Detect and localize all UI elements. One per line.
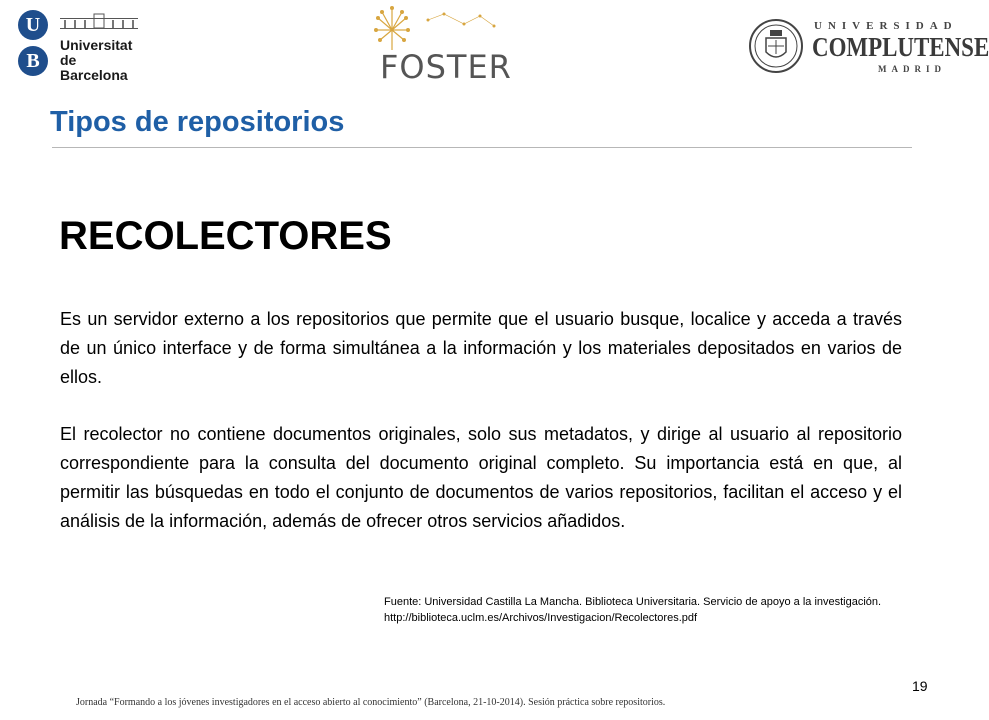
ucm-top-text: UNIVERSIDAD [814, 20, 958, 32]
ub-letter-b: B [18, 46, 48, 76]
paragraph-definition: Es un servidor externo a los repositorios que permite que el usuario busque, localice y acceda a través de un único interface y de forma simultánea a la información y los materiales depositados en varios de ellos. [60, 309, 902, 387]
universitat-barcelona-logo [18, 10, 138, 82]
source-citation: Fuente: Universidad Castilla La Mancha. Biblioteca Universitaria. Servicio de apoyo a la investigación. http://biblioteca.uclm.es/Archivos/Investigacion/Recolectores.pdf [384, 596, 882, 624]
page-number: 19 [912, 678, 928, 694]
title-divider [52, 147, 912, 148]
ub-circles [18, 10, 48, 82]
ucm-bottom-text: MADRID [878, 64, 946, 74]
section-title: Tipos de repositorios [50, 106, 345, 138]
foster-wordmark: FOSTER [380, 48, 512, 86]
ucm-main-text: COMPLUTENSE [812, 32, 989, 62]
paragraph-description: El recolector no contiene documentos originales, solo sus metadatos, y dirige al usuario al repositorio correspondiente para la consulta del documento original completo. Su importancia está en que, al permitir las búsquedas en todo el conjunto de documentos de varios repositorios, facilitan el acceso y el análisis de la información, además de ofrecer otros servicios añadidos. [60, 424, 902, 531]
ub-building-icon [60, 12, 138, 30]
foster-logo [368, 6, 518, 86]
ub-letter-u: U [18, 10, 48, 40]
ub-name-line1: Universitat [60, 37, 133, 53]
dandelion-icon [368, 6, 518, 52]
ub-name-line2: de Barcelona [60, 52, 128, 83]
ucm-seal-icon [748, 18, 804, 74]
complutense-logo [748, 18, 989, 82]
slide-heading: RECOLECTORES [59, 214, 392, 258]
ub-name [60, 38, 138, 83]
footer-text: Jornada “Formando a los jóvenes investigadores en el acceso abierto al conocimiento” (Barcelona, 21-10-2014). Sesión práctica sobre repositorios. [76, 697, 666, 708]
